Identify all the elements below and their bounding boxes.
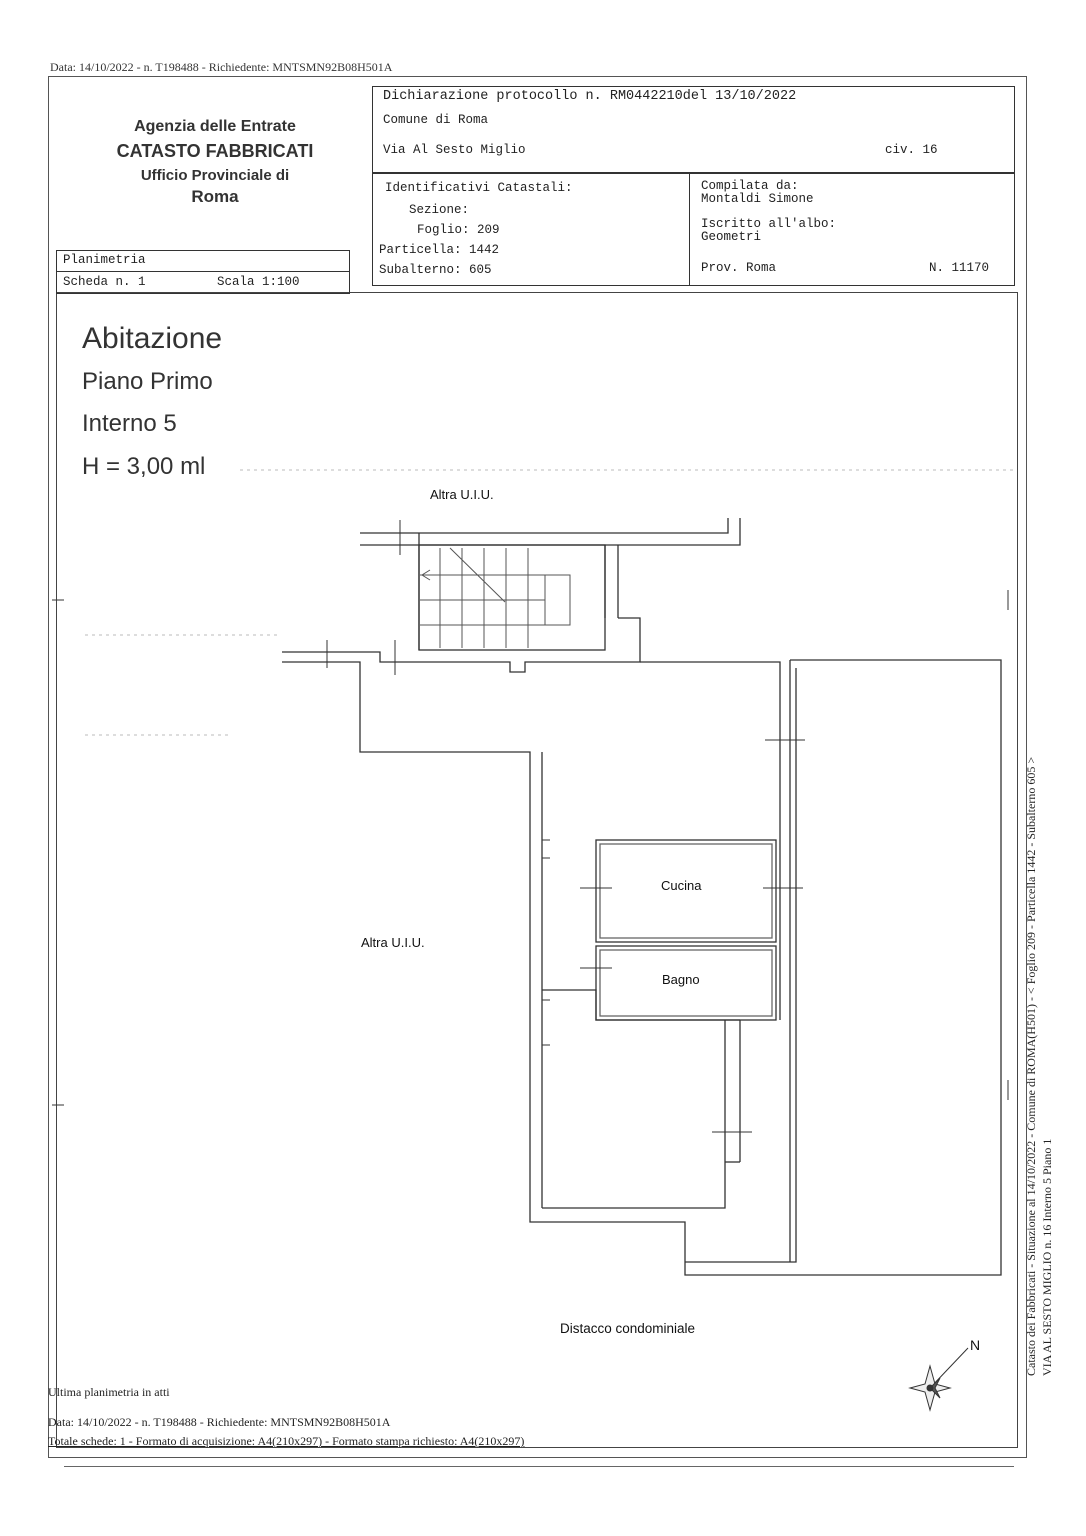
totale-schede: Totale schede: 1 - Formato di acquisizione: A4(210x297) - Formato stampa richiesto: A4(210x297) bbox=[48, 1434, 525, 1448]
altra-uiu-left-label: Altra U.I.U. bbox=[361, 935, 425, 950]
subalterno-value: Subalterno: 605 bbox=[379, 263, 492, 277]
civ-line: civ. 16 bbox=[885, 143, 938, 157]
distacco-label: Distacco condominiale bbox=[560, 1321, 696, 1336]
numero-albo: N. 11170 bbox=[929, 261, 990, 275]
particella-value: Particella: 1442 bbox=[379, 243, 500, 257]
ultima-planimetria: Ultima planimetria in atti bbox=[48, 1385, 170, 1399]
side-catasto-line: Catasto dei Fabbricati - Situazione al 14/10/2022 - Comune di ROMA(H501) - < Foglio 209 - Particella 1442 - Subalterno 605 > bbox=[1024, 756, 1038, 1376]
scheda-label: Scheda n. 1 bbox=[63, 275, 146, 289]
albo-value: Geometri bbox=[701, 230, 762, 244]
north-label: N bbox=[970, 1337, 981, 1353]
foglio-value: Foglio: 209 bbox=[417, 223, 500, 237]
altra-uiu-top-label: Altra U.I.U. bbox=[430, 487, 494, 502]
compilata-label: Compilata da: bbox=[701, 179, 799, 193]
footer-rule bbox=[64, 1466, 1014, 1467]
identificativi-label: Identificativi Catastali: bbox=[385, 181, 573, 195]
scala-label: Scala 1:100 bbox=[217, 275, 300, 289]
via-line: Via Al Sesto Miglio bbox=[383, 143, 526, 157]
catasto-title: CATASTO FABBRICATI bbox=[116, 141, 314, 161]
plan-title: Abitazione bbox=[82, 322, 223, 355]
bagno-label: Bagno bbox=[662, 972, 700, 987]
sezione-label: Sezione: bbox=[409, 203, 470, 217]
prov-value: Prov. Roma bbox=[701, 261, 777, 275]
comune-line: Comune di Roma bbox=[383, 113, 489, 127]
plan-height: H = 3,00 ml bbox=[82, 453, 206, 480]
ufficio-label: Ufficio Provinciale di bbox=[140, 167, 290, 184]
agency-name: Agenzia delle Entrate bbox=[134, 118, 296, 135]
side-address-line: VIA AL SESTO MIGLIO n. 16 Interno 5 Piano 1 bbox=[1040, 1138, 1054, 1376]
planimetria-label: Planimetria bbox=[63, 253, 146, 267]
plan-floor: Piano Primo bbox=[82, 368, 213, 395]
declaration-line: Dichiarazione protocollo n. RM0442210del 13/10/2022 bbox=[383, 89, 797, 104]
cucina-label: Cucina bbox=[661, 878, 702, 893]
iscritto-label: Iscritto all'albo: bbox=[701, 217, 837, 231]
ufficio-city: Roma bbox=[191, 187, 239, 206]
footer-data-line: Data: 14/10/2022 - n. T198488 - Richiedente: MNTSMN92B08H501A bbox=[48, 1415, 391, 1429]
top-data-line: Data: 14/10/2022 - n. T198488 - Richiedente: MNTSMN92B08H501A bbox=[50, 60, 393, 74]
compilatore-name: Montaldi Simone bbox=[701, 192, 814, 206]
plan-interno: Interno 5 bbox=[82, 410, 177, 437]
